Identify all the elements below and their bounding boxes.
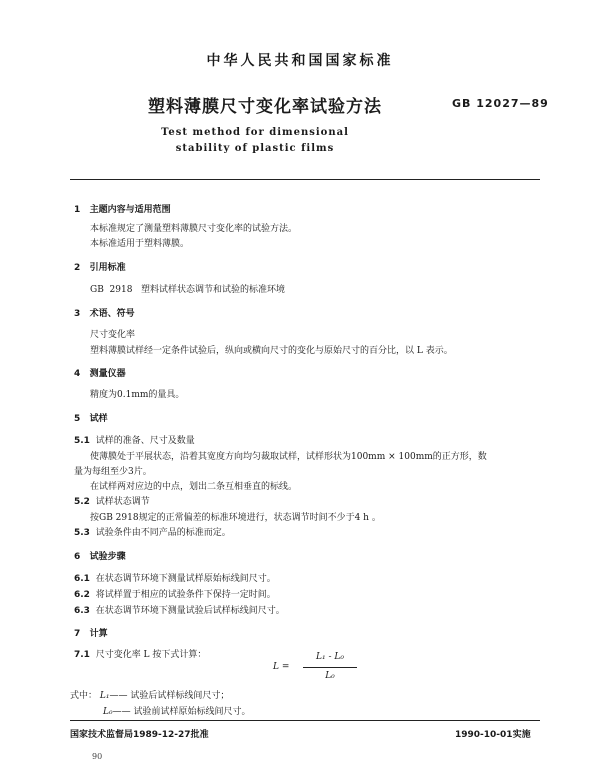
- section-5-heading: [74, 411, 108, 424]
- section-number: 7: [74, 629, 81, 639]
- paragraph: 在试样两对应边的中点，划出二条互相垂直的标线。: [90, 482, 298, 492]
- section-6-heading: [74, 549, 126, 562]
- subsection-title: 试样状态调节: [95, 497, 150, 507]
- section-number: 2: [74, 263, 81, 273]
- section-title: 主题内容与适用范围: [89, 205, 171, 215]
- section-number: 6: [74, 552, 81, 562]
- paragraph: 精度为0.1mm的量具。: [90, 390, 185, 400]
- page-number: 90: [92, 752, 103, 761]
- symbol-meaning: —— 试验后试样标线间尺寸；: [109, 691, 230, 701]
- formula-numerator: L₁ - L₀: [316, 652, 344, 662]
- approval-line: 国家技术监督局1989-12-27批准: [70, 730, 209, 740]
- symbol-definition-2: [103, 704, 250, 717]
- paragraph: 按GB 2918规定的正常偏差的标准环境进行，状态调节时间不少于4 h 。: [90, 513, 381, 523]
- section-title: 试验步骤: [89, 552, 126, 562]
- subsection-number: 6.2: [74, 590, 90, 600]
- section-2-heading: [74, 260, 126, 273]
- subsection-text: 在状态调节环境下测量试验后试样标线间尺寸。: [95, 606, 285, 616]
- subsection-5-1-heading: [74, 433, 195, 446]
- subsection-text: 将试样置于相应的试验条件下保持一定时间。: [95, 590, 276, 600]
- section-title: 引用标准: [89, 263, 126, 273]
- formula-lhs: L =: [273, 662, 290, 672]
- section-1-heading: [74, 202, 171, 215]
- fraction-bar: [303, 667, 357, 668]
- subsection-text: 尺寸变化率 L 按下式计算：: [95, 650, 207, 660]
- paragraph: 尺寸变化率: [90, 330, 136, 340]
- section-title: 术语、符号: [89, 309, 135, 319]
- subsection-5-3: [74, 525, 231, 538]
- section-number: 3: [74, 309, 81, 319]
- subsection-number: 5.1: [74, 436, 90, 446]
- paragraph: 本标准适用于塑料薄膜。: [90, 239, 190, 249]
- paragraph: 量为每组至少3片。: [74, 467, 152, 477]
- subsection-number: 7.1: [74, 650, 90, 660]
- section-4-heading: [74, 366, 126, 379]
- subsection-number: 5.2: [74, 497, 90, 507]
- subsection-text: 在状态调节环境下测量试样原始标线间尺寸。: [95, 574, 276, 584]
- formula-denominator: L₀: [325, 671, 335, 681]
- symbol: L₁: [99, 691, 110, 701]
- paragraph: 使薄膜处于平展状态，沿着其宽度方向均匀裁取试样，试样形状为100mm × 100mm的正方形，数: [90, 452, 487, 462]
- bottom-divider: [70, 720, 540, 721]
- symbol: L₀: [103, 707, 113, 717]
- title-en-line-2: stability of plastic films: [175, 143, 335, 154]
- symbol-definition-1: [70, 688, 229, 701]
- subsection-7-1: [74, 647, 206, 660]
- section-3-heading: [74, 306, 135, 319]
- top-divider: [70, 179, 540, 180]
- section-title: 测量仪器: [89, 369, 126, 379]
- paragraph: GB 2918 塑料试样状态调节和试验的标准环境: [90, 285, 286, 295]
- subsection-number: 5.3: [74, 528, 90, 538]
- paragraph: 本标准规定了测量塑料薄膜尺寸变化率的试验方法。: [90, 224, 298, 234]
- where-label: 式中：: [70, 691, 98, 701]
- section-title: 试样: [89, 414, 108, 424]
- standard-number: GB 12027—89: [452, 97, 549, 110]
- subsection-text: 试验条件由不同产品的标准而定。: [95, 528, 231, 538]
- section-number: 4: [74, 369, 81, 379]
- subsection-6-1: [74, 571, 276, 584]
- document-title-cn: 塑料薄膜尺寸变化率试验方法: [148, 97, 382, 117]
- subsection-5-2-heading: [74, 494, 150, 507]
- paragraph: 塑料薄膜试样经一定条件试验后，纵向或横向尺寸的变化与原始尺寸的百分比，以 L 表示。: [90, 346, 453, 356]
- subsection-6-3: [74, 603, 285, 616]
- document-title-en: [0, 125, 510, 157]
- section-title: 计算: [89, 629, 108, 639]
- subsection-title: 试样的准备、尺寸及数量: [95, 436, 195, 446]
- title-en-line-1: Test method for dimensional: [161, 127, 349, 138]
- section-number: 1: [74, 205, 81, 215]
- implementation-line: 1990-10-01实施: [455, 730, 531, 740]
- national-standard-heading: 中华人民共和国国家标准: [206, 53, 394, 69]
- section-7-heading: [74, 626, 108, 639]
- symbol-meaning: —— 试验前试样原始标线间尺寸。: [112, 707, 251, 717]
- subsection-number: 6.3: [74, 606, 90, 616]
- subsection-6-2: [74, 587, 276, 600]
- section-number: 5: [74, 414, 81, 424]
- subsection-number: 6.1: [74, 574, 90, 584]
